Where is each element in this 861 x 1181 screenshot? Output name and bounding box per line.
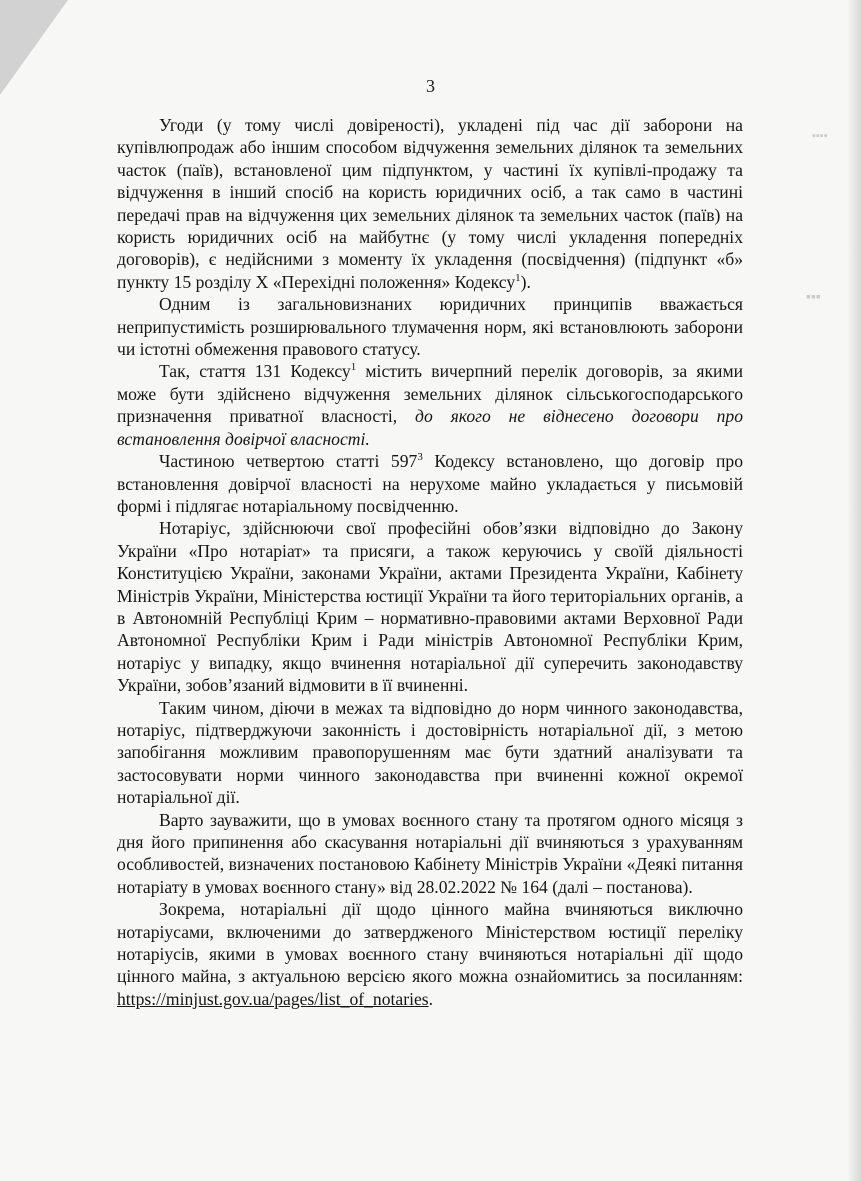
footnote-marker: 1 — [515, 271, 521, 284]
paragraph — [117, 697, 743, 809]
text-run: Зокрема, нотаріальні дії щодо цінного майна вчиняються виключно нотаріусами, включеними до затвердженого Міністерством юстиції переліку нотаріусів, якими в умовах воєнного стану вчиняються нотаріальні дії щодо цінного майна, з актуальною версією якого можна ознайомитись за посиланням: — [117, 899, 743, 987]
page-edge-shadow — [847, 0, 861, 1181]
text-run: Частиною четвертою статті 597 — [159, 451, 418, 472]
text-run: Так, стаття 131 Кодексу — [159, 361, 351, 382]
text-run: Нотаріус, здійснюючи свої професійні обов’язки відповідно до Закону України «Про нотаріат» та присяги, а також керуючись у своїй діяльності Конституцією України, законами України, актами Президента України, Кабінету Міністрів України, Міністерства юстиції України та його територіальних органів, а в Автономній Республіці Крим – нормативно-правовими актами Верховної Ради Автономної Республіки Крим і Ради міністрів Автономної Республіки Крим, нотаріус у випадку, якщо вчинення нотаріальної дії суперечить законодавству України, зобов’язаний відмовити в її вчиненні. — [117, 518, 743, 696]
italic-text: до якого не віднесено договори про встановлення довірчої власності. — [117, 406, 743, 449]
page-number: 3 — [426, 76, 435, 96]
paragraph — [117, 293, 743, 360]
paragraph — [117, 898, 743, 1010]
text-run: . — [428, 988, 434, 1009]
document-body — [117, 114, 743, 1010]
footnote-marker: 1 — [350, 361, 357, 374]
text-run: ). — [520, 271, 531, 292]
text-run: Одним із загальновизнаних юридичних принципів вважається неприпустимість розширювального тлумачення норм, які встановлюють заборони чи істотні обмеження правового статусу. — [117, 294, 743, 360]
text-run: Варто зауважити, що в умовах воєнного стану та протягом одного місяця з дня його припинення або скасування нотаріальні дії вчиняються з урахуванням особливостей, визначених постановою Кабінету Міністрів України «Деякі питання нотаріату в умовах воєнного стану» від 28.02.2022 № 164 (далі – постанова). — [117, 809, 743, 897]
text-run: Кодексу встановлено, що договір про встановлення довірчої власності на нерухоме майно укладається у письмовій формі і підлягає нотаріальному посвідченню. — [117, 451, 743, 516]
bleed-through-mark-2: ▪▪▪ — [806, 290, 821, 305]
bleed-through-mark-1: ▪▪▪▪ — [812, 130, 828, 142]
paragraph — [117, 360, 743, 450]
footnote-marker: 3 — [417, 451, 423, 464]
text-run: містить вичерпний перелік договорів, за якими може бути здійснено відчуження земельних ділянок сільськогосподарського призначення приватної власності, — [117, 361, 743, 427]
paragraph — [117, 450, 743, 517]
paragraph — [117, 114, 743, 293]
paragraph — [117, 517, 743, 696]
notaries-list-link[interactable]: https://minjust.gov.ua/pages/list_of_notaries — [117, 988, 429, 1009]
paragraph — [117, 809, 743, 899]
text-run: Таким чином, діючи в межах та відповідно до норм чинного законодавства, нотаріус, підтверджуючи законність і достовірність нотаріальної дії, з метою запобігання можливим правопорушенням має бути здатний аналізувати та застосовувати норми чинного законодавства при вчиненні кожної окремої нотаріальної дії. — [117, 697, 743, 808]
text-run: Угоди (у тому числі довіреності), укладені під час дії заборони на купівлюпродаж або іншим способом відчуження земельних ділянок та земельних часток (паїв), встановленої цим підпунктом, у частині їх купівлі-продажу та відчуження в інший спосіб на користь юридичних осіб, а так само в частині передачі прав на відчуження цих земельних ділянок та земельних часток (паїв) на користь юридичних осіб на майбутнє (у тому числі укладення попередніх договорів), є недійсними з моменту їх укладення (посвідчення) (підпункт «б» пункту 15 розділу X «Перехідні положення» Кодексу — [117, 115, 743, 292]
